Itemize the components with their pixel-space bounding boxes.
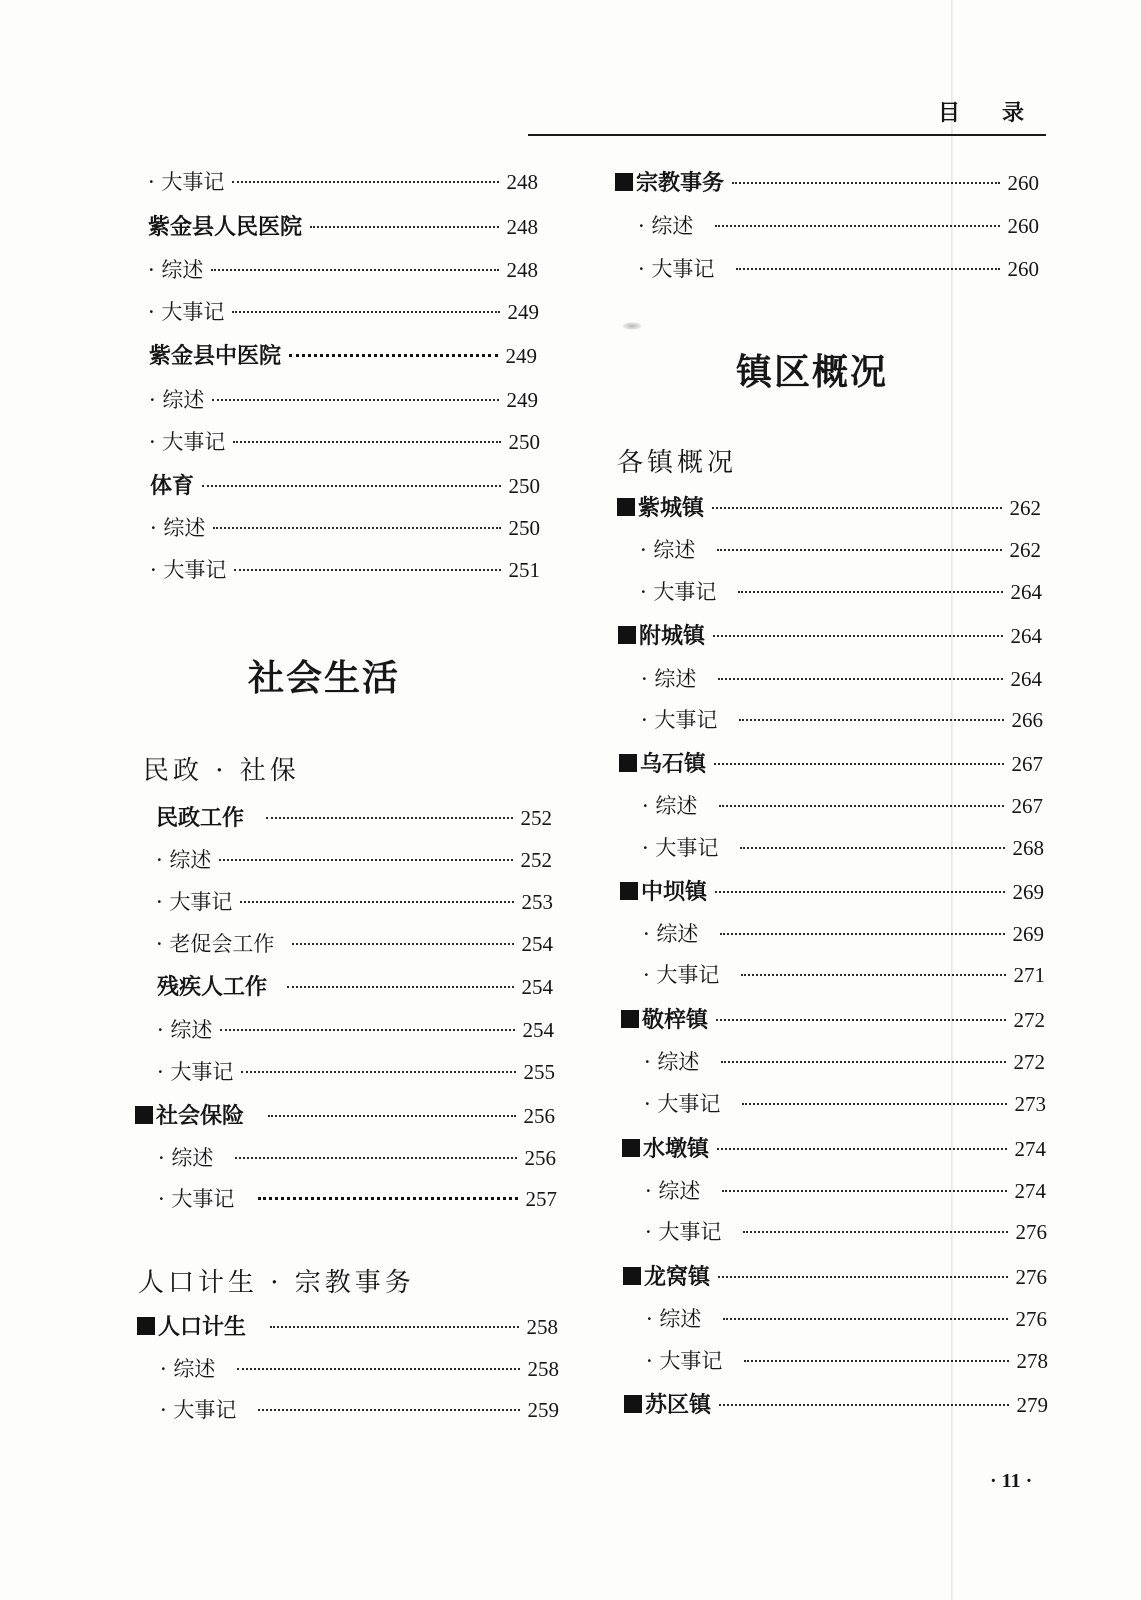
- leader-dots: [213, 527, 500, 529]
- leader-dots: [722, 1190, 1006, 1192]
- category-towns: 各镇概况: [617, 448, 738, 478]
- toc-entry[interactable]: [149, 386, 538, 414]
- toc-entry[interactable]: [645, 1177, 1046, 1205]
- entry-label: [618, 623, 705, 651]
- page-number: 251: [508, 558, 540, 582]
- toc-entry[interactable]: [150, 514, 540, 542]
- leader-dots: [712, 507, 1001, 509]
- entry-label: [615, 170, 724, 198]
- page-number: 254: [521, 975, 553, 999]
- page-number: 271: [1013, 963, 1045, 987]
- page-number: 268: [1012, 836, 1044, 860]
- toc-entry[interactable]: [644, 1090, 1046, 1118]
- page-number: 264: [1010, 624, 1042, 648]
- toc-entry[interactable]: [156, 846, 552, 874]
- entry-label: · 综述: [642, 794, 698, 818]
- toc-entry[interactable]: [135, 1102, 555, 1131]
- leader-dots: [740, 847, 1004, 849]
- square-bullet-icon: [618, 626, 636, 644]
- square-bullet-icon: [137, 1317, 155, 1335]
- entry-label: · 大事记: [150, 558, 227, 582]
- leader-dots: [232, 181, 498, 183]
- entry-label-text: 敬梓镇: [642, 1008, 709, 1033]
- toc-entry[interactable]: [156, 930, 553, 958]
- entry-label: · 综述: [150, 516, 206, 540]
- leader-dots: [717, 1148, 1006, 1150]
- page-number: 262: [1009, 496, 1041, 520]
- entry-label: · 大事记: [642, 836, 719, 860]
- page-number: 256: [523, 1104, 555, 1128]
- page-number: 260: [1007, 171, 1039, 195]
- running-head: [938, 96, 1038, 127]
- leader-dots: [212, 399, 498, 401]
- entry-label: · 综述: [156, 848, 212, 872]
- leader-dots: [287, 986, 513, 988]
- page-number: 255: [523, 1060, 555, 1084]
- toc-entry[interactable]: [150, 472, 540, 501]
- page-number: 276: [1015, 1307, 1047, 1331]
- leader-dots: [233, 441, 500, 443]
- entry-label: · 综述: [645, 1179, 701, 1203]
- leader-dots: [232, 311, 499, 313]
- entry-label: · 大事记: [646, 1349, 723, 1373]
- entry-label: [624, 1392, 711, 1420]
- toc-entry[interactable]: [645, 1218, 1047, 1246]
- entry-label: [137, 1314, 246, 1342]
- page-number: 256: [524, 1146, 556, 1170]
- entry-label: · 综述: [148, 258, 204, 282]
- entry-label: · 综述: [640, 538, 696, 562]
- page-number: 276: [1015, 1220, 1047, 1244]
- toc-entry[interactable]: [638, 212, 1039, 240]
- page-number: 260: [1007, 214, 1039, 238]
- header-rule: [528, 134, 1046, 136]
- leader-dots: [739, 719, 1003, 721]
- page-number: 274: [1014, 1137, 1046, 1161]
- page-number: 276: [1015, 1265, 1047, 1289]
- entry-label: 民政工作: [156, 806, 245, 831]
- entry-label: · 综述: [638, 214, 694, 238]
- entry-label-text: 水墩镇: [643, 1137, 710, 1162]
- town-entry[interactable]: [620, 878, 1044, 907]
- leader-dots: [736, 268, 999, 270]
- entry-label: [622, 1136, 709, 1164]
- toc-entry[interactable]: [160, 1355, 559, 1383]
- leader-dots: [237, 1368, 519, 1370]
- running-head-char-2: 录: [1002, 100, 1027, 126]
- entry-label-text: 紫城镇: [638, 496, 705, 521]
- entry-label: [617, 495, 704, 523]
- entry-label-text: 社会保险: [156, 1104, 245, 1129]
- entry-label: · 综述: [149, 388, 205, 412]
- toc-entry[interactable]: [148, 298, 539, 326]
- entry-label: · 综述: [641, 667, 697, 691]
- entry-label: 残疾人工作: [157, 975, 268, 1000]
- square-bullet-icon: [135, 1106, 153, 1124]
- page-folio: · 11 ·: [990, 1470, 1033, 1492]
- leader-dots: [732, 182, 999, 184]
- leader-dots: [292, 943, 513, 945]
- toc-entry[interactable]: [158, 1144, 556, 1172]
- leader-dots: [743, 1231, 1007, 1233]
- page-number: 252: [520, 848, 552, 872]
- entry-label: · 综述: [160, 1357, 216, 1381]
- page-number: 250: [508, 430, 540, 454]
- page-number: 253: [521, 890, 553, 914]
- toc-entry[interactable]: [642, 792, 1043, 820]
- page-number: 258: [527, 1357, 559, 1381]
- toc-entry[interactable]: [148, 213, 538, 242]
- leader-dots: [723, 1318, 1007, 1320]
- entry-label: · 大事记: [156, 890, 233, 914]
- entry-label: · 大事记: [643, 963, 720, 987]
- entry-label: · 大事记: [148, 300, 225, 324]
- page-number: 264: [1010, 580, 1042, 604]
- leader-dots: [721, 1061, 1005, 1063]
- town-entry[interactable]: [624, 1391, 1048, 1420]
- page-number: 260: [1007, 257, 1039, 281]
- leader-dots: [220, 1029, 514, 1031]
- entry-label: · 大事记: [641, 708, 718, 732]
- leader-dots: [718, 1276, 1007, 1278]
- town-entry[interactable]: [621, 1006, 1045, 1035]
- entry-label: · 大事记: [640, 580, 717, 604]
- toc-entry[interactable]: [644, 1048, 1045, 1076]
- leader-dots: [211, 269, 498, 271]
- toc-entry[interactable]: [137, 1313, 558, 1342]
- page-number: 248: [506, 258, 538, 282]
- square-bullet-icon: [615, 173, 633, 191]
- leader-dots: [716, 1019, 1005, 1021]
- toc-entry[interactable]: [638, 255, 1039, 283]
- leader-dots: [310, 226, 498, 228]
- entry-label: · 大事记: [149, 430, 226, 454]
- toc-entry[interactable]: [641, 665, 1042, 693]
- entry-label: [623, 1264, 710, 1292]
- page-number: 259: [527, 1398, 559, 1422]
- section-title-town-overview: 镇区概况: [736, 351, 889, 393]
- page-number: 274: [1014, 1179, 1046, 1203]
- toc-entry[interactable]: [150, 556, 540, 584]
- leader-dots: [714, 763, 1003, 765]
- entry-label: 体育: [150, 474, 195, 499]
- square-bullet-icon: [623, 1267, 641, 1285]
- entry-label: 紫金县人民医院: [148, 215, 303, 240]
- page-number: 279: [1016, 1393, 1048, 1417]
- toc-entry[interactable]: [646, 1347, 1048, 1375]
- entry-label: [135, 1103, 244, 1131]
- leader-dots: [741, 974, 1005, 976]
- leader-dots: [289, 354, 497, 357]
- category-civil-affairs: 民政 · 社保: [143, 756, 300, 786]
- page-number: 254: [522, 1018, 554, 1042]
- entry-label-text: 乌石镇: [640, 752, 707, 777]
- leader-dots: [717, 549, 1001, 551]
- square-bullet-icon: [617, 498, 635, 516]
- page-number: 250: [508, 516, 540, 540]
- page-number: 272: [1013, 1008, 1045, 1032]
- entry-label-text: 宗教事务: [636, 171, 725, 196]
- toc-entry[interactable]: [643, 920, 1044, 948]
- square-bullet-icon: [619, 754, 637, 772]
- toc-entry[interactable]: [642, 834, 1044, 862]
- town-entry[interactable]: [619, 750, 1043, 779]
- leader-dots: [719, 805, 1003, 807]
- page-number: 266: [1011, 708, 1043, 732]
- toc-entry[interactable]: [641, 706, 1043, 734]
- toc-entry[interactable]: [149, 428, 540, 456]
- entry-label: · 综述: [643, 922, 699, 946]
- page-number: 267: [1011, 752, 1043, 776]
- leader-dots: [715, 891, 1004, 893]
- page-number: 252: [520, 806, 552, 830]
- town-entry[interactable]: [623, 1263, 1047, 1292]
- toc-entry[interactable]: [643, 961, 1045, 989]
- leader-dots: [266, 817, 512, 819]
- entry-label: · 大事记: [160, 1398, 237, 1422]
- entry-label: · 综述: [157, 1018, 213, 1042]
- leader-dots: [738, 591, 1002, 593]
- entry-label: · 大事记: [645, 1220, 722, 1244]
- square-bullet-icon: [624, 1395, 642, 1413]
- leader-dots: [720, 933, 1004, 935]
- scan-speck: [622, 322, 642, 330]
- leader-dots: [715, 225, 999, 227]
- leader-dots: [235, 1157, 516, 1159]
- leader-dots: [258, 1409, 519, 1411]
- page-number: 249: [505, 344, 537, 368]
- leader-dots: [240, 901, 513, 903]
- page-number: 264: [1010, 667, 1042, 691]
- page-number: 267: [1011, 794, 1043, 818]
- toc-entry[interactable]: [156, 888, 553, 916]
- entry-label: · 老促会工作: [156, 932, 275, 956]
- entry-label: [621, 1007, 708, 1035]
- entry-label: · 大事记: [644, 1092, 721, 1116]
- running-head-char-1: 目: [938, 100, 963, 126]
- page-number: 248: [506, 170, 538, 194]
- square-bullet-icon: [622, 1139, 640, 1157]
- entry-label: 紫金县中医院: [149, 344, 282, 369]
- toc-entry[interactable]: [148, 256, 538, 284]
- entry-label: [619, 751, 706, 779]
- toc-entry[interactable]: [160, 1396, 559, 1424]
- page-number: 254: [521, 932, 553, 956]
- toc-entry[interactable]: [157, 1058, 555, 1086]
- entry-label-text: 苏区镇: [645, 1393, 712, 1418]
- toc-entry[interactable]: [615, 169, 1039, 198]
- category-population-religion: 人口计生 · 宗教事务: [138, 1268, 415, 1298]
- leader-dots: [202, 485, 500, 487]
- leader-dots: [270, 1326, 518, 1328]
- leader-dots: [219, 859, 512, 861]
- town-entry[interactable]: [617, 494, 1041, 523]
- page-number: 269: [1012, 880, 1044, 904]
- entry-label: · 大事记: [638, 257, 715, 281]
- entry-label: · 大事记: [148, 170, 225, 194]
- entry-label-text: 中坝镇: [641, 880, 708, 905]
- entry-label-text: 附城镇: [639, 624, 706, 649]
- leader-dots: [713, 635, 1002, 637]
- entry-label: [620, 879, 707, 907]
- toc-entry[interactable]: [158, 1185, 557, 1213]
- page-number: 273: [1014, 1092, 1046, 1116]
- entry-label: · 综述: [646, 1307, 702, 1331]
- section-title-social-life: 社会生活: [248, 657, 401, 699]
- leader-dots: [258, 1197, 517, 1200]
- page-number: 257: [525, 1187, 557, 1211]
- toc-entry[interactable]: [157, 1016, 554, 1044]
- toc-entry[interactable]: [646, 1305, 1047, 1333]
- entry-label-text: 龙窝镇: [644, 1265, 711, 1290]
- leader-dots: [744, 1360, 1008, 1362]
- entry-label: · 大事记: [158, 1187, 235, 1211]
- page-number: 272: [1013, 1050, 1045, 1074]
- page-number: 262: [1009, 538, 1041, 562]
- page-number: 258: [526, 1315, 558, 1339]
- page-number: 248: [506, 215, 538, 239]
- town-entry[interactable]: [618, 622, 1042, 651]
- page-number: 249: [507, 300, 539, 324]
- town-entry[interactable]: [622, 1135, 1046, 1164]
- leader-dots: [234, 569, 500, 571]
- entry-label: · 综述: [644, 1050, 700, 1074]
- leader-dots: [268, 1115, 515, 1117]
- leader-dots: [241, 1071, 515, 1073]
- page-number: 249: [506, 388, 538, 412]
- leader-dots: [742, 1103, 1006, 1105]
- leader-dots: [719, 1404, 1008, 1406]
- entry-label: · 综述: [158, 1146, 214, 1170]
- toc-entry[interactable]: [156, 804, 552, 833]
- entry-label: · 大事记: [157, 1060, 234, 1084]
- square-bullet-icon: [621, 1010, 639, 1028]
- toc-entry[interactable]: [148, 168, 538, 196]
- page-number: 278: [1016, 1349, 1048, 1373]
- page-number: 250: [508, 474, 540, 498]
- toc-entry[interactable]: [149, 342, 537, 371]
- entry-label-text: 人口计生: [158, 1315, 247, 1340]
- toc-entry[interactable]: [157, 973, 553, 1002]
- toc-entry[interactable]: [640, 536, 1041, 564]
- square-bullet-icon: [620, 882, 638, 900]
- toc-entry[interactable]: [640, 578, 1042, 606]
- leader-dots: [718, 678, 1002, 680]
- page-number: 269: [1012, 922, 1044, 946]
